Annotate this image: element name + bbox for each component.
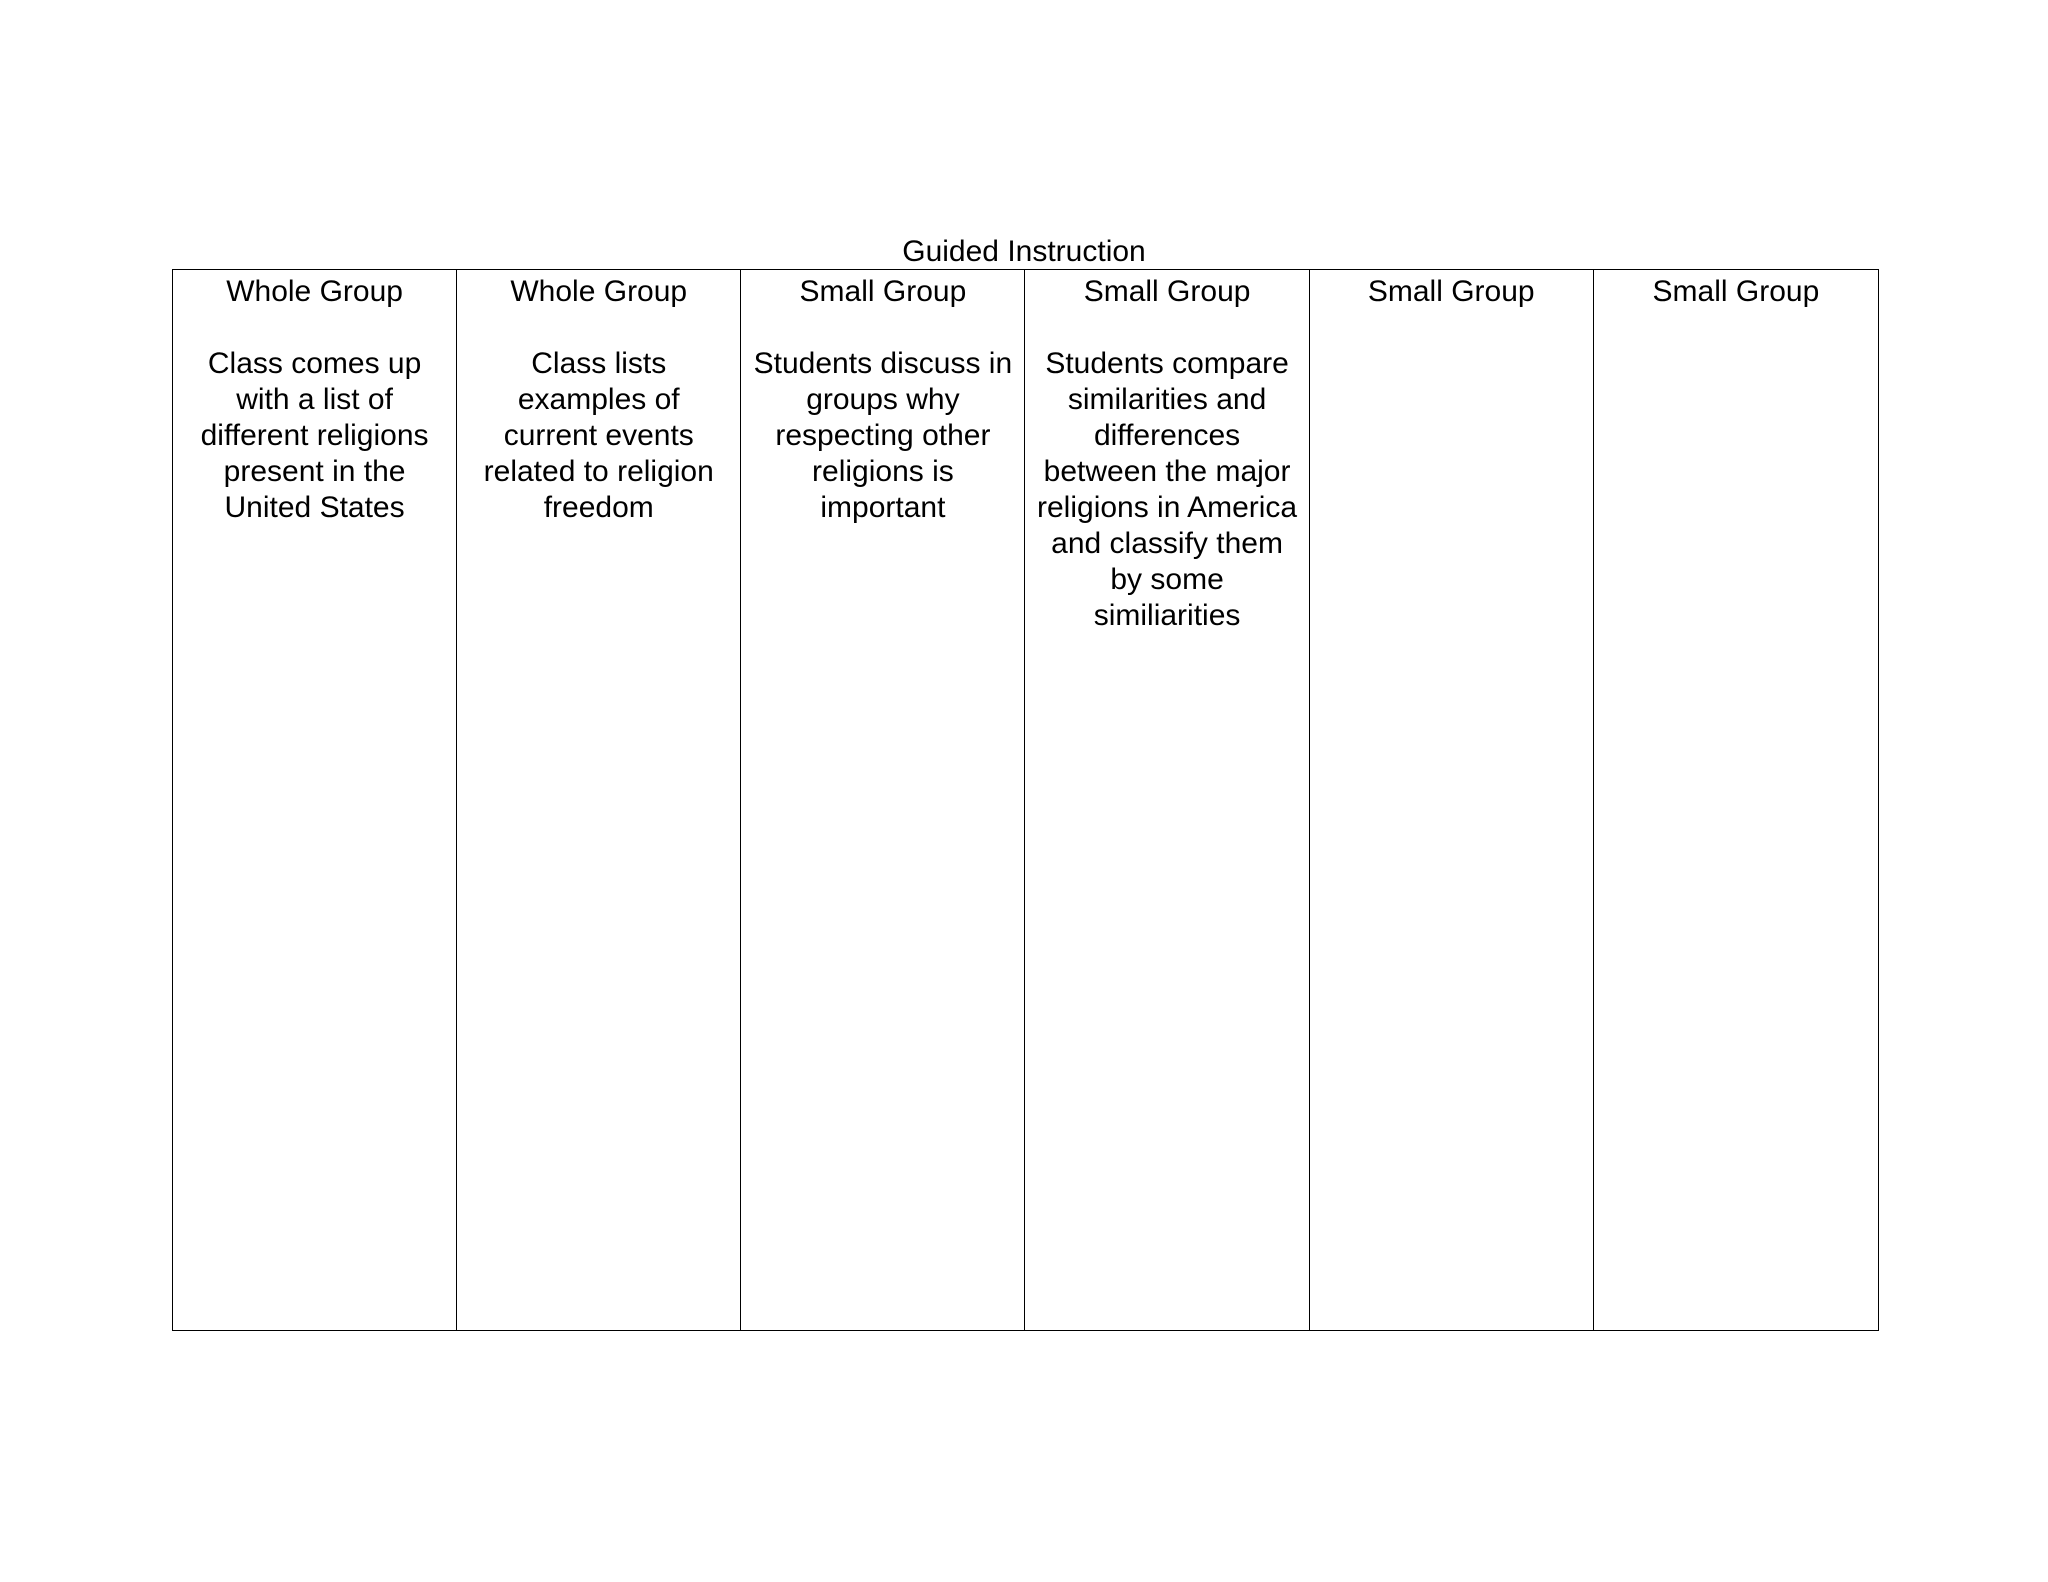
- table-column-4: [1025, 270, 1309, 1330]
- document-title: Guided Instruction: [902, 235, 1146, 268]
- guided-instruction-table: [172, 269, 1879, 1331]
- column-heading: Whole Group: [226, 275, 403, 308]
- column-heading: Small Group: [799, 275, 967, 308]
- column-heading: Small Group: [1652, 275, 1820, 308]
- table-column-6: [1594, 270, 1878, 1330]
- table-column-1: [173, 270, 457, 1330]
- table-column-3: [741, 270, 1025, 1330]
- column-heading: Whole Group: [510, 275, 688, 308]
- table-column-5: [1310, 270, 1594, 1330]
- column-body: Students compare similarities and differences between the major religions in America and classify them by some similiarities: [1037, 347, 1298, 632]
- column-body: Class lists examples of current events related to religion freedom: [483, 347, 714, 524]
- table-column-2: [457, 270, 741, 1330]
- column-body: Class comes up with a list of different religions present in the United States: [200, 347, 429, 524]
- column-body: Students discuss in groups why respecting other religions is important: [753, 347, 1013, 524]
- column-heading: Small Group: [1367, 275, 1535, 308]
- column-heading: Small Group: [1083, 275, 1251, 308]
